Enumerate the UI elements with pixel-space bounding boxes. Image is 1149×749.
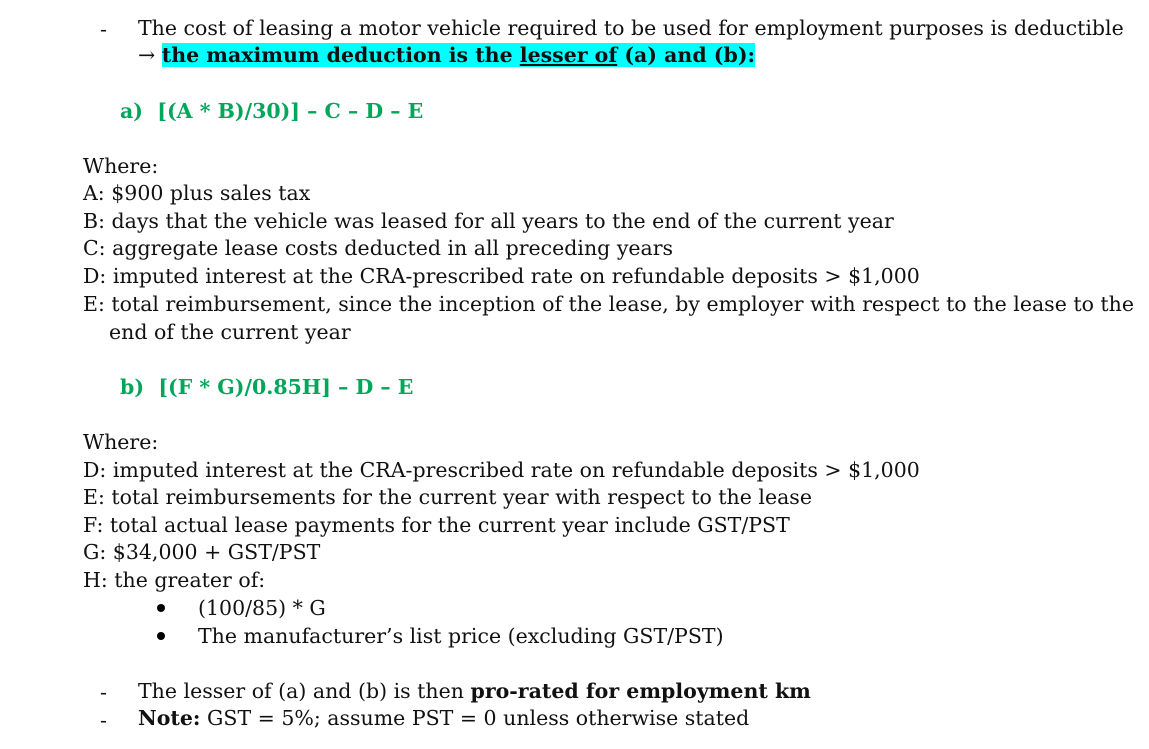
arrow-icon: →	[138, 43, 156, 67]
formula-b	[120, 374, 413, 400]
intro-dash: -	[100, 17, 107, 41]
bullet-2	[157, 632, 165, 640]
where-a-item-c: C: aggregate lease costs deducted in all preceding years	[83, 236, 674, 260]
h-option-2: The manufacturer’s list price (excluding GST/PST)	[198, 624, 724, 648]
note-line-1-pre: The lesser of (a) and (b) is then	[138, 679, 464, 703]
where-b-heading: Where:	[83, 430, 159, 454]
note-line-2-rest: GST = 5%; assume PST = 0 unless otherwise stated	[207, 706, 750, 730]
intro-line-2	[138, 42, 755, 68]
bullet-1	[157, 604, 165, 612]
formula-a-label: a)	[120, 99, 143, 123]
where-b-item-g: G: $34,000 + GST/PST	[83, 540, 321, 564]
h-option-1: (100/85) * G	[198, 596, 326, 620]
highlighted-rule	[162, 43, 755, 67]
formula-b-label: b)	[120, 375, 145, 399]
highlight-underlined: lesser of	[519, 43, 618, 67]
where-a-heading: Where:	[83, 154, 159, 178]
note-line-2	[138, 705, 749, 731]
where-a-item-a: A: $900 plus sales tax	[83, 181, 311, 205]
highlight-pre: the maximum deduction is the	[161, 43, 513, 67]
formula-a-expr: [(A * B)/30)] – C – D – E	[157, 99, 424, 123]
intro-line-1: The cost of leasing a motor vehicle required to be used for employment purposes is deductible	[138, 16, 1124, 40]
where-a-item-e: E: total reimbursement, since the inception of the lease, by employer with respect to the lease to the	[83, 292, 1135, 316]
where-b-item-d: D: imputed interest at the CRA-prescribed rate on refundable deposits > $1,000	[83, 458, 920, 482]
where-b-item-e: E: total reimbursements for the current year with respect to the lease	[83, 485, 812, 509]
note-dash-1: -	[100, 680, 107, 704]
where-a-item-d: D: imputed interest at the CRA-prescribed rate on refundable deposits > $1,000	[83, 264, 920, 288]
where-b-item-h: H: the greater of:	[83, 568, 266, 592]
highlight-post: (a) and (b):	[624, 43, 756, 67]
where-a-item-e-continuation: end of the current year	[109, 320, 351, 344]
where-b-item-f: F: total actual lease payments for the current year include GST/PST	[83, 513, 790, 537]
note-dash-2: -	[100, 708, 107, 732]
formula-b-expr: [(F * G)/0.85H] – D – E	[158, 375, 414, 399]
formula-a	[120, 98, 423, 124]
note-line-1	[138, 678, 811, 704]
where-a-item-b: B: days that the vehicle was leased for all years to the end of the current year	[83, 209, 894, 233]
note-line-1-bold: pro-rated for employment km	[470, 679, 811, 703]
note-line-2-bold: Note:	[138, 706, 201, 730]
